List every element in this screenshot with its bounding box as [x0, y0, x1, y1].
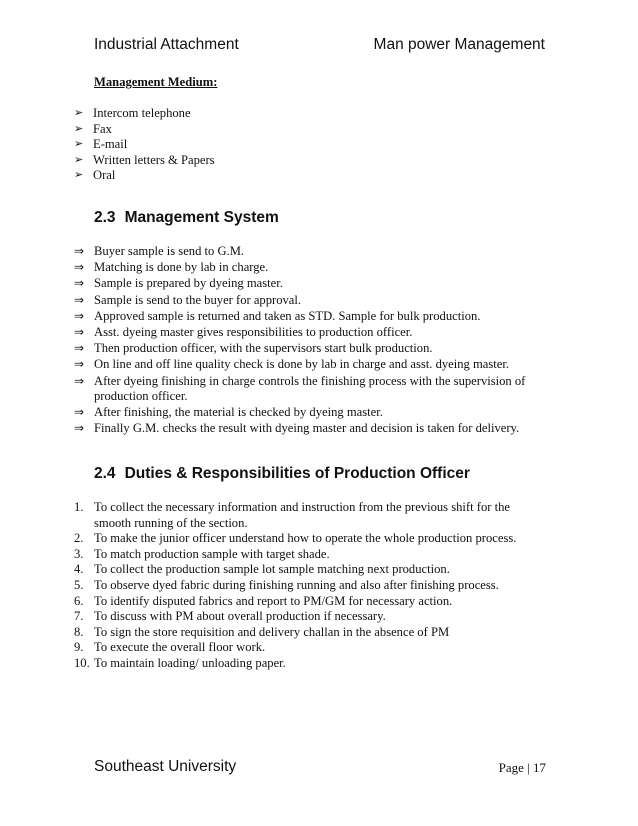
- medium-list: [74, 106, 215, 184]
- list-item: 7. To discuss with PM about overall production if necessary.: [74, 609, 386, 624]
- list-item: 9. To execute the overall floor work.: [74, 640, 266, 655]
- duties-list: [74, 500, 544, 672]
- implies-arrow-icon: ⇒: [74, 292, 85, 307]
- list-item: ⇒ Sample is send to the buyer for approval.: [74, 292, 302, 307]
- arrow-bullet-icon: ➢: [74, 153, 84, 166]
- list-item: ⇒ Sample is prepared by dyeing master.: [74, 276, 283, 291]
- list-item: ⇒ On line and off line quality check is done by lab in charge and asst. dyeing master.: [74, 357, 510, 372]
- section-heading-duties: [94, 465, 470, 483]
- list-item: ⇒ After dyeing finishing in charge controls the finishing process with the supervision of production officer.: [74, 373, 526, 404]
- implies-arrow-icon: ⇒: [74, 276, 85, 291]
- list-item: ⇒ After finishing, the material is checked by dyeing master.: [74, 405, 383, 420]
- implies-arrow-icon: ⇒: [74, 405, 85, 420]
- arrow-bullet-icon: ➢: [74, 107, 84, 119]
- section-heading-management-system: [94, 209, 279, 227]
- section-number: 2.4: [94, 465, 116, 482]
- page-header: [94, 36, 545, 54]
- implies-arrow-icon: ⇒: [74, 324, 85, 339]
- list-item: ➢ E-mail: [74, 137, 128, 152]
- section-title: Management System: [124, 209, 279, 226]
- arrow-bullet-icon: ➢: [74, 138, 84, 151]
- implies-arrow-icon: ⇒: [74, 341, 85, 356]
- implies-arrow-icon: ⇒: [74, 421, 85, 436]
- list-item: ➢ Fax: [74, 121, 112, 136]
- section-number: 2.3: [94, 209, 116, 226]
- list-item: 4. To collect the production sample lot sample matching next production.: [74, 562, 450, 577]
- footer-page-number: Page | 17: [498, 760, 546, 775]
- arrow-bullet-icon: ➢: [74, 169, 84, 182]
- list-item: 6. To identify disputed fabrics and report to PM/GM for necessary action.: [74, 593, 453, 608]
- implies-arrow-icon: ⇒: [74, 357, 85, 372]
- list-item: ⇒ Asst. dyeing master gives responsibilities to production officer.: [74, 324, 413, 339]
- list-item: 1. To collect the necessary information and instruction from the previous shift for the smooth running of the section.: [74, 500, 510, 530]
- list-item: 8. To sign the store requisition and delivery challan in the absence of PM: [74, 624, 450, 639]
- implies-arrow-icon: ⇒: [74, 308, 85, 323]
- list-item: 10. To maintain loading/ unloading paper.: [74, 655, 286, 670]
- list-item: ➢ Intercom telephone: [74, 106, 191, 120]
- list-item: ⇒ Buyer sample is send to G.M.: [74, 244, 245, 258]
- arrow-bullet-icon: ➢: [74, 122, 84, 135]
- list-item: ➢ Written letters & Papers: [74, 152, 215, 167]
- section-title: Duties & Responsibilities of Production Officer: [124, 465, 470, 482]
- implies-arrow-icon: ⇒: [74, 244, 85, 258]
- header-right: Man power Management: [373, 36, 545, 53]
- list-item: 2. To make the junior officer understand how to operate the whole production process.: [74, 531, 517, 546]
- list-item: ⇒ Then production officer, with the supervisors start bulk production.: [74, 341, 433, 356]
- list-item: ➢ Oral: [74, 168, 116, 183]
- list-item: 5. To observe dyed fabric during finishing running and also after finishing process.: [74, 577, 499, 592]
- management-system-list: [74, 244, 544, 438]
- list-item: ⇒ Matching is done by lab in charge.: [74, 260, 269, 275]
- implies-arrow-icon: ⇒: [74, 260, 85, 275]
- implies-arrow-icon: ⇒: [74, 373, 85, 388]
- list-item: 3. To match production sample with target shade.: [74, 546, 330, 561]
- management-medium-heading: Management Medium:: [94, 75, 218, 89]
- footer-university: Southeast University: [94, 758, 237, 775]
- list-item: ⇒ Approved sample is returned and taken as STD. Sample for bulk production.: [74, 308, 481, 323]
- header-left: Industrial Attachment: [94, 36, 239, 53]
- list-item: ⇒ Finally G.M. checks the result with dyeing master and decision is taken for delivery.: [74, 421, 520, 436]
